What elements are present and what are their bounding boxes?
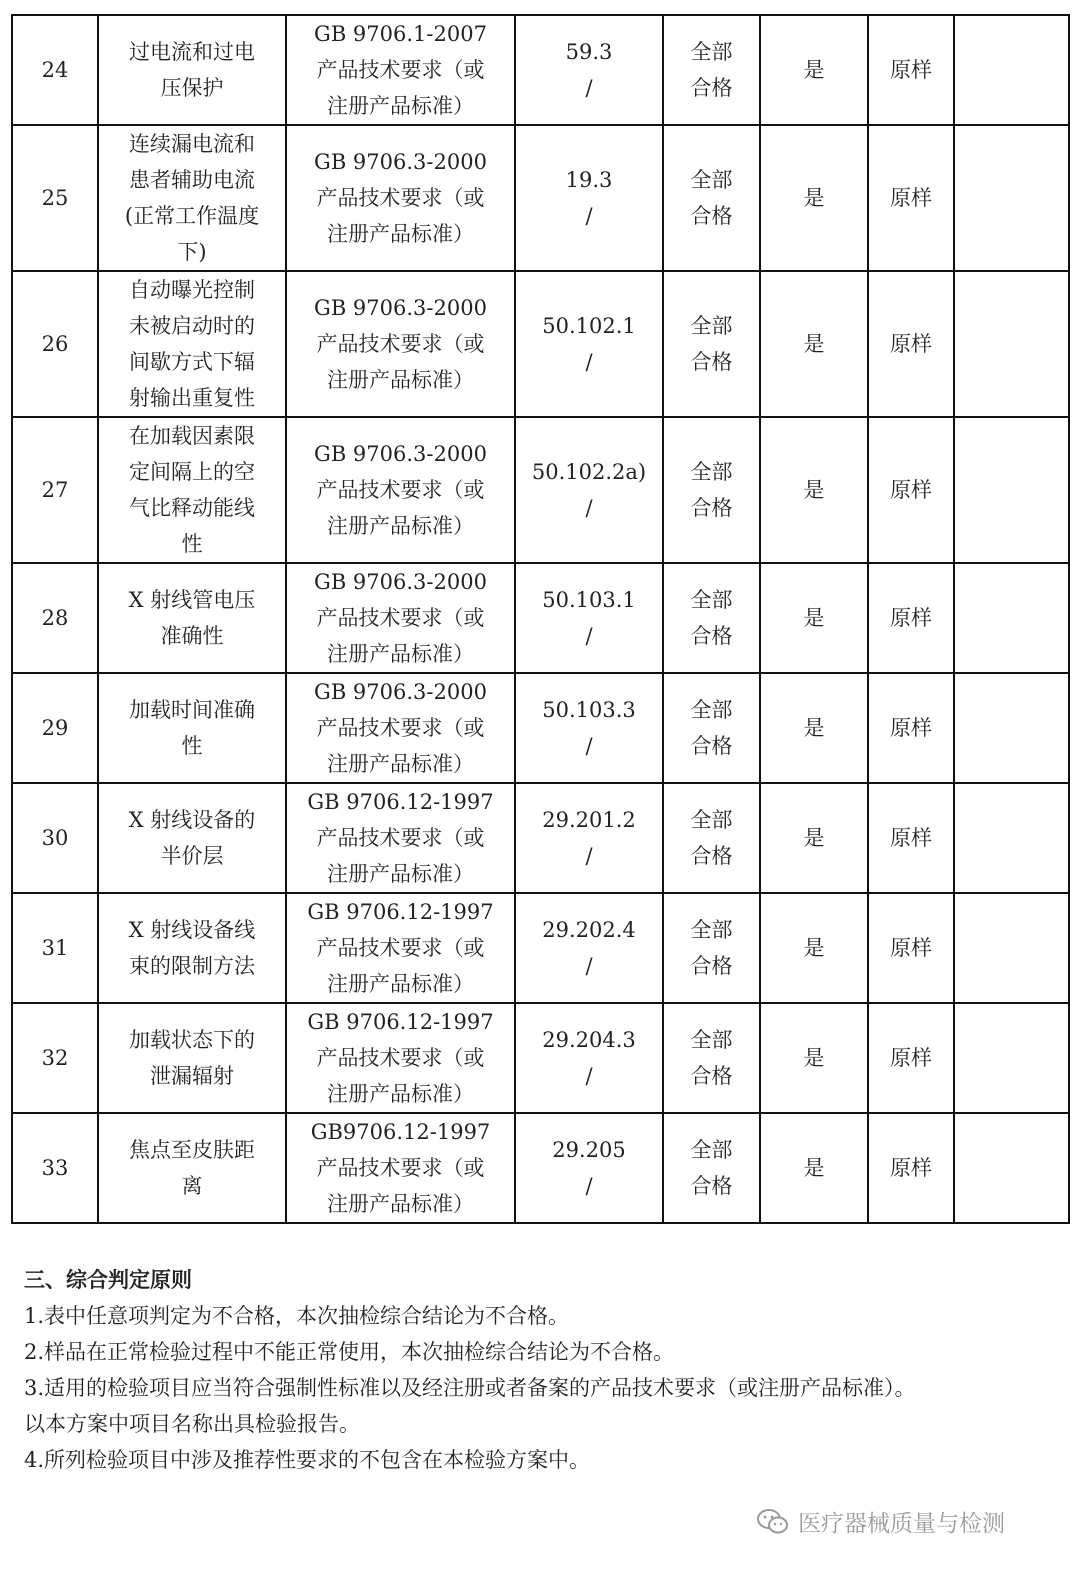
item-number: 31 bbox=[12, 893, 98, 1003]
item-name-line: 自动曝光控制 bbox=[129, 278, 255, 302]
standard-basis-line: GB 9706.3-2000 bbox=[314, 442, 487, 466]
standard-clause-line: / bbox=[585, 734, 593, 758]
sample-state: 原样 bbox=[868, 15, 954, 125]
judgement-scope-line: 全部 bbox=[690, 40, 733, 64]
item-number: 32 bbox=[12, 1003, 98, 1113]
item-name-line: 未被启动时的 bbox=[129, 314, 255, 338]
wechat-icon bbox=[756, 1507, 790, 1537]
sample-state: 原样 bbox=[868, 1113, 954, 1223]
item-name bbox=[98, 1113, 286, 1223]
item-name-line: 间歇方式下辐 bbox=[129, 350, 255, 374]
remark-cell bbox=[954, 673, 1069, 783]
remark-cell bbox=[954, 783, 1069, 893]
standard-clause-line: 59.3 bbox=[565, 40, 613, 64]
item-name bbox=[98, 673, 286, 783]
judgement-scope-line: 合格 bbox=[690, 76, 733, 100]
item-name bbox=[98, 783, 286, 893]
item-number: 29 bbox=[12, 673, 98, 783]
standard-clause-line: 50.102.1 bbox=[542, 314, 636, 338]
judgement-scope-line: 全部 bbox=[690, 1138, 733, 1162]
standard-basis-line: GB 9706.3-2000 bbox=[314, 680, 487, 704]
mandatory-flag: 是 bbox=[760, 783, 868, 893]
judgement-scope-line: 全部 bbox=[690, 808, 733, 832]
item-name bbox=[98, 271, 286, 417]
judgement-scope-line: 合格 bbox=[690, 954, 733, 978]
mandatory-flag: 是 bbox=[760, 15, 868, 125]
remark-cell bbox=[954, 1113, 1069, 1223]
remark-cell bbox=[954, 563, 1069, 673]
item-name-line: 射输出重复性 bbox=[129, 386, 255, 410]
remark-cell bbox=[954, 1003, 1069, 1113]
standard-basis-line: 产品技术要求（或 bbox=[316, 716, 485, 740]
standard-clause-line: / bbox=[585, 496, 593, 520]
judgement-scope bbox=[663, 15, 760, 125]
judgement-scope bbox=[663, 893, 760, 1003]
standard-clause-line: 50.103.3 bbox=[542, 698, 636, 722]
judgement-scope-line: 全部 bbox=[690, 460, 733, 484]
standard-clause-line: / bbox=[585, 624, 593, 648]
judgement-scope bbox=[663, 1113, 760, 1223]
table-row bbox=[12, 1003, 1069, 1113]
standard-basis-line: GB 9706.12-1997 bbox=[307, 790, 494, 814]
mandatory-flag: 是 bbox=[760, 673, 868, 783]
standard-basis-line: 产品技术要求（或 bbox=[316, 606, 485, 630]
standard-basis-line: GB 9706.3-2000 bbox=[314, 570, 487, 594]
standard-basis-line: 注册产品标准） bbox=[327, 1082, 474, 1106]
standard-basis bbox=[286, 673, 515, 783]
mandatory-flag: 是 bbox=[760, 563, 868, 673]
item-name bbox=[98, 15, 286, 125]
item-number: 24 bbox=[12, 15, 98, 125]
watermark-text: 医疗器械质量与检测 bbox=[798, 1511, 1005, 1537]
standard-basis-line: 注册产品标准） bbox=[327, 752, 474, 776]
item-name-line: 下) bbox=[177, 240, 207, 264]
judgement-principles bbox=[24, 1262, 1069, 1478]
principles-heading: 三、综合判定原则 bbox=[24, 1267, 192, 1292]
item-name bbox=[98, 125, 286, 271]
standard-basis-line: 产品技术要求（或 bbox=[316, 186, 485, 210]
standard-basis bbox=[286, 893, 515, 1003]
principle-line: 4.所列检验项目中涉及推荐性要求的不包含在本检验方案中。 bbox=[24, 1448, 591, 1472]
item-name-line: 泄漏辐射 bbox=[150, 1064, 234, 1088]
principle-line: 1.表中任意项判定为不合格，本次抽检综合结论为不合格。 bbox=[24, 1304, 570, 1328]
standard-clause-line: 19.3 bbox=[565, 168, 613, 192]
standard-basis-line: 注册产品标准） bbox=[327, 862, 474, 886]
judgement-scope bbox=[663, 125, 760, 271]
standard-basis bbox=[286, 125, 515, 271]
standard-clause-line: / bbox=[585, 76, 593, 100]
remark-cell bbox=[954, 15, 1069, 125]
standard-basis bbox=[286, 1003, 515, 1113]
judgement-scope-line: 合格 bbox=[690, 1064, 733, 1088]
table-body bbox=[12, 15, 1069, 1223]
standard-basis bbox=[286, 417, 515, 563]
item-name-line: 离 bbox=[181, 1174, 203, 1198]
standard-clause bbox=[515, 125, 663, 271]
judgement-scope bbox=[663, 417, 760, 563]
standard-basis bbox=[286, 15, 515, 125]
table-row bbox=[12, 271, 1069, 417]
standard-clause bbox=[515, 783, 663, 893]
remark-cell bbox=[954, 271, 1069, 417]
judgement-scope-line: 合格 bbox=[690, 350, 733, 374]
standard-clause bbox=[515, 271, 663, 417]
table-row bbox=[12, 673, 1069, 783]
mandatory-flag: 是 bbox=[760, 125, 868, 271]
standard-clause-line: / bbox=[585, 954, 593, 978]
remark-cell bbox=[954, 125, 1069, 271]
item-name-line: 连续漏电流和 bbox=[129, 132, 255, 156]
standard-basis-line: 注册产品标准） bbox=[327, 94, 474, 118]
standard-basis-line: 注册产品标准） bbox=[327, 514, 474, 538]
standard-basis-line: 产品技术要求（或 bbox=[316, 826, 485, 850]
item-name-line: 过电流和过电 bbox=[129, 40, 255, 64]
standard-clause-line: 29.204.3 bbox=[542, 1028, 636, 1052]
item-name bbox=[98, 1003, 286, 1113]
judgement-scope-line: 合格 bbox=[690, 496, 733, 520]
standard-basis-line: 产品技术要求（或 bbox=[316, 1046, 485, 1070]
principle-line: 2.样品在正常检验过程中不能正常使用，本次抽检综合结论为不合格。 bbox=[24, 1340, 675, 1364]
principle-line: 3.适用的检验项目应当符合强制性标准以及经注册或者备案的产品技术要求（或注册产品标准）。 bbox=[24, 1376, 916, 1400]
sample-state: 原样 bbox=[868, 125, 954, 271]
standard-clause-line: / bbox=[585, 350, 593, 374]
standard-basis-line: 产品技术要求（或 bbox=[316, 332, 485, 356]
standard-clause-line: / bbox=[585, 844, 593, 868]
table-row bbox=[12, 125, 1069, 271]
item-number: 33 bbox=[12, 1113, 98, 1223]
judgement-scope bbox=[663, 673, 760, 783]
standard-basis-line: 注册产品标准） bbox=[327, 1192, 474, 1216]
standard-clause-line: 29.202.4 bbox=[542, 918, 636, 942]
sample-state: 原样 bbox=[868, 893, 954, 1003]
standard-clause-line: 29.205 bbox=[552, 1138, 626, 1162]
judgement-scope-line: 全部 bbox=[690, 698, 733, 722]
mandatory-flag: 是 bbox=[760, 417, 868, 563]
judgement-scope-line: 合格 bbox=[690, 734, 733, 758]
standard-basis-line: 产品技术要求（或 bbox=[316, 936, 485, 960]
standard-basis-line: 产品技术要求（或 bbox=[316, 478, 485, 502]
judgement-scope-line: 全部 bbox=[690, 588, 733, 612]
remark-cell bbox=[954, 417, 1069, 563]
standard-basis-line: 产品技术要求（或 bbox=[316, 1156, 485, 1180]
item-name-line: X 射线设备的 bbox=[128, 808, 256, 832]
standard-clause-line: / bbox=[585, 204, 593, 228]
judgement-scope-line: 合格 bbox=[690, 204, 733, 228]
standard-basis-line: 注册产品标准） bbox=[327, 222, 474, 246]
standard-basis-line: 注册产品标准） bbox=[327, 642, 474, 666]
item-name-line: 加载状态下的 bbox=[129, 1028, 255, 1052]
sample-state: 原样 bbox=[868, 673, 954, 783]
judgement-scope-line: 全部 bbox=[690, 314, 733, 338]
mandatory-flag: 是 bbox=[760, 1003, 868, 1113]
principle-line: 以本方案中项目名称出具检验报告。 bbox=[24, 1412, 360, 1436]
sample-state: 原样 bbox=[868, 271, 954, 417]
standard-basis-line: 产品技术要求（或 bbox=[316, 58, 485, 82]
standard-clause bbox=[515, 673, 663, 783]
sample-state: 原样 bbox=[868, 783, 954, 893]
mandatory-flag: 是 bbox=[760, 1113, 868, 1223]
judgement-scope-line: 全部 bbox=[690, 168, 733, 192]
standard-clause-line: 50.103.1 bbox=[542, 588, 636, 612]
item-name-line: 在加载因素限 bbox=[129, 424, 255, 448]
standard-basis-line: GB 9706.12-1997 bbox=[307, 1010, 494, 1034]
standard-clause-line: 29.201.2 bbox=[542, 808, 636, 832]
standard-clause bbox=[515, 417, 663, 563]
mandatory-flag: 是 bbox=[760, 893, 868, 1003]
item-name-line: X 射线设备线 bbox=[128, 918, 256, 942]
item-number: 26 bbox=[12, 271, 98, 417]
item-name bbox=[98, 893, 286, 1003]
standard-basis bbox=[286, 783, 515, 893]
sample-state: 原样 bbox=[868, 417, 954, 563]
table-row bbox=[12, 417, 1069, 563]
item-number: 30 bbox=[12, 783, 98, 893]
standard-basis-line: GB 9706.3-2000 bbox=[314, 150, 487, 174]
standard-basis-line: GB 9706.3-2000 bbox=[314, 296, 487, 320]
item-number: 25 bbox=[12, 125, 98, 271]
item-number: 28 bbox=[12, 563, 98, 673]
item-name-line: 准确性 bbox=[160, 624, 224, 648]
item-name bbox=[98, 563, 286, 673]
judgement-scope bbox=[663, 783, 760, 893]
standard-clause-line: / bbox=[585, 1174, 593, 1198]
judgement-scope-line: 全部 bbox=[690, 1028, 733, 1052]
judgement-scope-line: 合格 bbox=[690, 1174, 733, 1198]
standard-basis-line: 注册产品标准） bbox=[327, 972, 474, 996]
sample-state: 原样 bbox=[868, 563, 954, 673]
table-row bbox=[12, 15, 1069, 125]
table-row bbox=[12, 1113, 1069, 1223]
watermark bbox=[756, 1505, 1005, 1538]
standard-clause bbox=[515, 15, 663, 125]
standard-basis bbox=[286, 563, 515, 673]
judgement-scope bbox=[663, 1003, 760, 1113]
table-row bbox=[12, 783, 1069, 893]
item-name-line: 束的限制方法 bbox=[129, 954, 255, 978]
remark-cell bbox=[954, 893, 1069, 1003]
standard-basis-line: GB 9706.12-1997 bbox=[307, 900, 494, 924]
item-name-line: 压保护 bbox=[160, 76, 224, 100]
item-name-line: 定间隔上的空 bbox=[129, 460, 255, 484]
judgement-scope bbox=[663, 563, 760, 673]
item-number: 27 bbox=[12, 417, 98, 563]
standard-basis-line: GB 9706.1-2007 bbox=[314, 22, 487, 46]
item-name-line: 加载时间准确 bbox=[129, 698, 255, 722]
judgement-scope bbox=[663, 271, 760, 417]
standard-clause-line: 50.102.2a) bbox=[531, 460, 647, 484]
item-name-line: 半价层 bbox=[160, 844, 224, 868]
standard-clause bbox=[515, 563, 663, 673]
standard-clause bbox=[515, 893, 663, 1003]
standard-basis-line: GB9706.12-1997 bbox=[310, 1120, 491, 1144]
item-name-line: 焦点至皮肤距 bbox=[129, 1138, 255, 1162]
standard-basis bbox=[286, 271, 515, 417]
judgement-scope-line: 合格 bbox=[690, 624, 733, 648]
judgement-scope-line: 全部 bbox=[690, 918, 733, 942]
judgement-scope-line: 合格 bbox=[690, 844, 733, 868]
item-name-line: 患者辅助电流 bbox=[129, 168, 255, 192]
standard-clause bbox=[515, 1113, 663, 1223]
table-row bbox=[12, 563, 1069, 673]
sample-state: 原样 bbox=[868, 1003, 954, 1113]
item-name-line: 性 bbox=[181, 734, 203, 758]
item-name-line: X 射线管电压 bbox=[128, 588, 256, 612]
standard-clause-line: / bbox=[585, 1064, 593, 1088]
standard-basis bbox=[286, 1113, 515, 1223]
table-row bbox=[12, 893, 1069, 1003]
item-name-line: 气比释动能线 bbox=[129, 496, 255, 520]
standard-basis-line: 注册产品标准） bbox=[327, 368, 474, 392]
item-name-line: 性 bbox=[181, 532, 203, 556]
standard-clause bbox=[515, 1003, 663, 1113]
item-name-line: (正常工作温度 bbox=[124, 204, 260, 228]
inspection-items-table bbox=[11, 14, 1070, 1224]
item-name bbox=[98, 417, 286, 563]
mandatory-flag: 是 bbox=[760, 271, 868, 417]
